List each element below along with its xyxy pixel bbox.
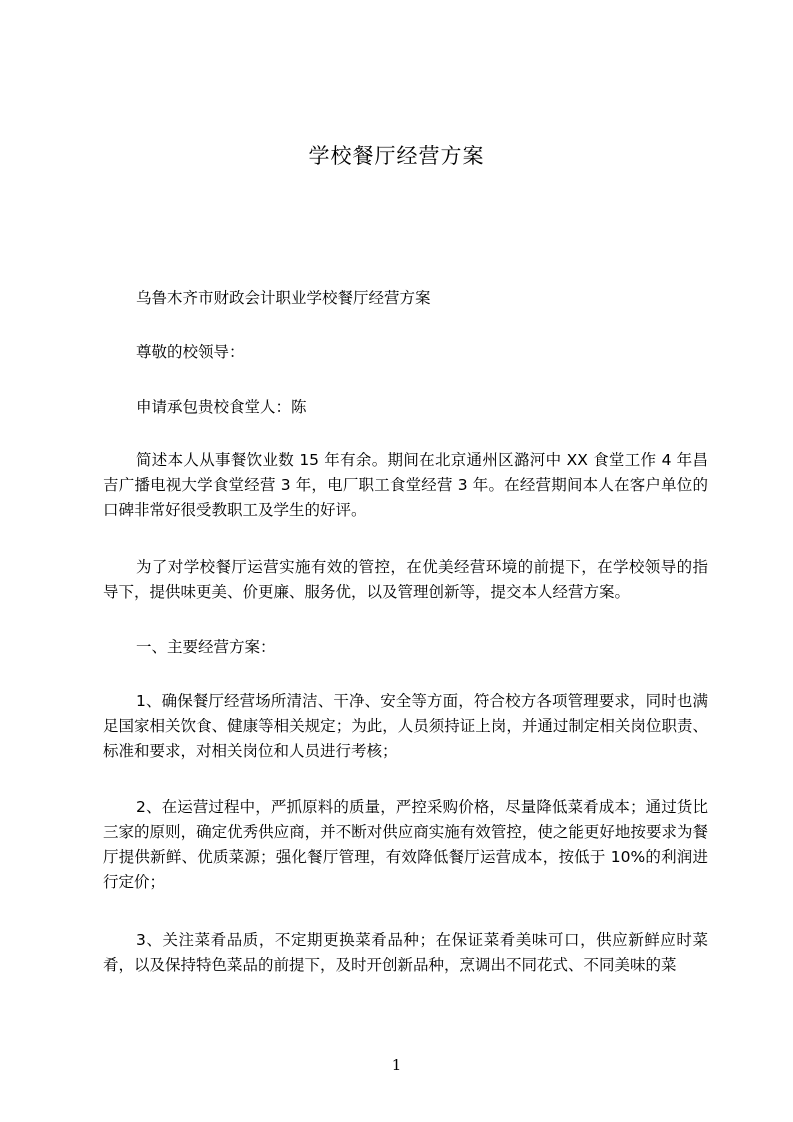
paragraph-plan-item-2: 2、在运营过程中，严抓原料的质量，严控采购价格，尽量降低菜肴成本；通过货比三家的原则，确定优秀供应商，并不断对供应商实施有效管控，使之能更好地按要求为餐厅提供新鲜、优质菜源；强化餐厅管理，有效降低餐厅运营成本，按低于 10%的利润进行定价； xyxy=(103,798,708,891)
paragraph-applicant: 申请承包贵校食堂人：陈 xyxy=(136,398,307,416)
paragraph-school-heading: 乌鲁木齐市财政会计职业学校餐厅经营方案 xyxy=(136,289,431,307)
paragraph-plan-item-1: 1、确保餐厅经营场所清洁、干净、安全等方面，符合校方各项管理要求，同时也满足国家相关饮食、健康等相关规定；为此，人员须持证上岗，并通过制定相关岗位职责、标准和要求，对相关岗位和人员进行考核； xyxy=(103,692,708,760)
page-number: 1 xyxy=(391,1056,402,1074)
document-title: 学校餐厅经营方案 xyxy=(308,144,485,168)
paragraph-purpose: 为了对学校餐厅运营实施有效的管控，在优美经营环境的前提下，在学校领导的指导下，提供味更美、价更廉、服务优，以及管理创新等，提交本人经营方案。 xyxy=(103,558,708,601)
paragraph-salutation: 尊敬的校领导： xyxy=(136,343,245,361)
section-heading-main-plan: 一、主要经营方案： xyxy=(136,638,276,656)
paragraph-introduction: 简述本人从事餐饮业数 15 年有余。期间在北京通州区潞河中 XX 食堂工作 4 年昌吉广播电视大学食堂经营 3 年，电厂职工食堂经营 3 年。在经营期间本人在客户单位的口碑非常好很受教职工及学生的好评。 xyxy=(103,451,708,519)
paragraph-plan-item-3: 3、关注菜肴品质，不定期更换菜肴品种；在保证菜肴美味可口，供应新鲜应时菜肴，以及保持特色菜品的前提下，及时开创新品种，烹调出不同花式、不同美味的菜 xyxy=(103,931,708,974)
